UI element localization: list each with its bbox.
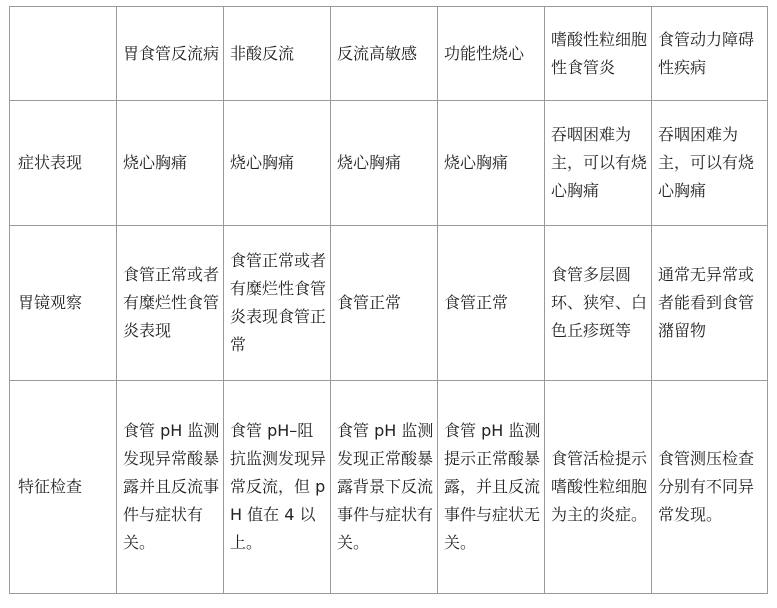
table-cell: 食管 pH 监测提示正常酸暴露，并且反流事件与症状无关。 [438,381,545,594]
table-cell: 食管活检提示嗜酸性粒细胞为主的炎症。 [545,381,652,594]
header-cell-reflux-hypersensitivity: 反流高敏感 [331,7,438,101]
row-label-symptoms: 症状表现 [10,101,117,226]
header-cell-gerd: 胃食管反流病 [117,7,224,101]
row-label-endoscopy: 胃镜观察 [10,226,117,381]
table-cell: 烧心胸痛 [331,101,438,226]
table-cell: 吞咽困难为主，可以有烧心胸痛 [652,101,768,226]
table-cell: 通常无异常或者能看到食管潴留物 [652,226,768,381]
table-cell: 食管测压检查分别有不同异常发现。 [652,381,768,594]
table-cell: 食管多层圆环、狭窄、白色丘疹斑等 [545,226,652,381]
table-cell: 烧心胸痛 [117,101,224,226]
table-row-characteristic-tests [10,381,768,594]
table-cell: 食管 pH 监测发现正常酸暴露背景下反流事件与症状有关。 [331,381,438,594]
header-cell-motility-disorder: 食管动力障碍性疾病 [652,7,768,101]
table-cell: 吞咽困难为主，可以有烧心胸痛 [545,101,652,226]
table-cell: 食管 pH 监测发现异常酸暴露并且反流事件与症状有关。 [117,381,224,594]
header-cell-non-acid-reflux: 非酸反流 [224,7,331,101]
table-cell: 烧心胸痛 [438,101,545,226]
header-cell-functional-heartburn: 功能性烧心 [438,7,545,101]
table-cell: 烧心胸痛 [224,101,331,226]
table-row-endoscopy [10,226,768,381]
header-cell-empty [10,7,117,101]
comparison-table [9,6,768,594]
table-cell: 食管正常 [331,226,438,381]
row-label-characteristic-tests: 特征检查 [10,381,117,594]
table-cell: 食管正常或者有糜烂性食管炎表现食管正常 [224,226,331,381]
header-row [10,7,768,101]
header-cell-eosinophilic-esophagitis: 嗜酸性粒细胞性食管炎 [545,7,652,101]
table-cell: 食管正常 [438,226,545,381]
table-cell: 食管正常或者有糜烂性食管炎表现 [117,226,224,381]
table-cell: 食管 pH–阻抗监测发现异常反流，但 pH 值在 4 以上。 [224,381,331,594]
table-row-symptoms [10,101,768,226]
